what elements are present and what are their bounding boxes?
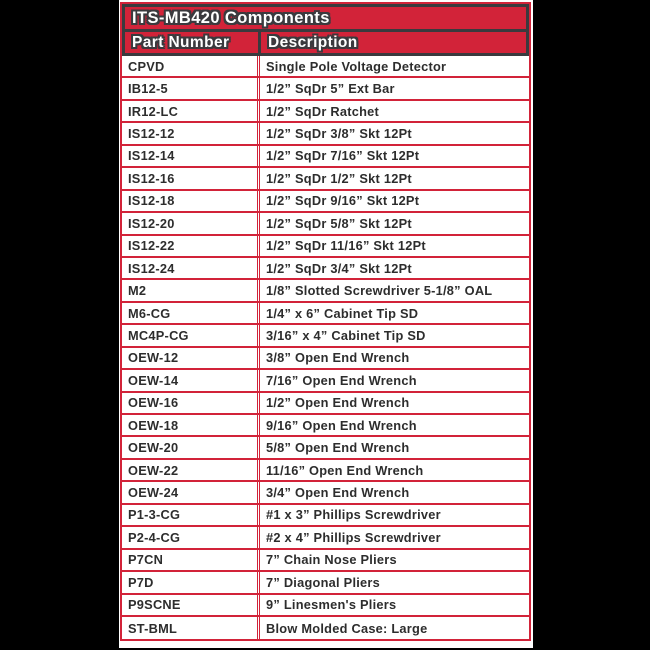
part-number-cell: CPVD [122,56,258,76]
description-cell: Single Pole Voltage Detector [259,56,529,76]
description-cell: 1/2” SqDr 3/8” Skt 12Pt [259,123,529,143]
description-cell: 3/8” Open End Wrench [259,348,529,368]
description-cell: 3/4” Open End Wrench [259,482,529,502]
part-number-cell: IS12-16 [122,168,258,188]
table-row [122,213,529,235]
table-row [122,101,529,123]
table-row [122,595,529,617]
table-rows [122,56,529,639]
part-number-cell: IB12-5 [122,78,258,98]
table-row [122,348,529,370]
part-number-cell: IS12-18 [122,191,258,211]
description-cell: 1/4” x 6” Cabinet Tip SD [259,303,529,323]
part-number-cell: ST-BML [122,617,258,639]
description-cell: 1/2” SqDr 3/4” Skt 12Pt [259,258,529,278]
part-number-cell: OEW-20 [122,437,258,457]
part-number-cell: P2-4-CG [122,527,258,547]
part-number-cell: IS12-24 [122,258,258,278]
description-cell: #1 x 3” Phillips Screwdriver [259,505,529,525]
part-number-cell: P9SCNE [122,595,258,615]
description-cell: 1/8” Slotted Screwdriver 5-1/8” OAL [259,280,529,300]
part-number-cell: OEW-24 [122,482,258,502]
description-cell: 1/2” SqDr Ratchet [259,101,529,121]
column-header-description [261,32,526,53]
description-cell: 9” Linesmen's Pliers [259,595,529,615]
column-header-description-label: Description [268,33,358,51]
part-number-cell: P7CN [122,550,258,570]
part-number-cell: OEW-18 [122,415,258,435]
part-number-cell: IS12-20 [122,213,258,233]
table-row [122,280,529,302]
table-row [122,56,529,78]
table-row [122,236,529,258]
table-row [122,258,529,280]
part-number-cell: OEW-22 [122,460,258,480]
part-number-cell: OEW-12 [122,348,258,368]
table-row [122,123,529,145]
table-row [122,191,529,213]
table-row [122,482,529,504]
part-number-cell: OEW-14 [122,370,258,390]
table-header-row [122,32,529,56]
description-cell: 1/2” SqDr 9/16” Skt 12Pt [259,191,529,211]
table-row [122,505,529,527]
description-cell: #2 x 4” Phillips Screwdriver [259,527,529,547]
table-row [122,437,529,459]
table-row [122,617,529,639]
table-row [122,393,529,415]
part-number-cell: M6-CG [122,303,258,323]
part-number-cell: IS12-12 [122,123,258,143]
part-number-cell: M2 [122,280,258,300]
table-row [122,460,529,482]
table-title: ITS-MB420 Components [132,8,330,27]
description-cell: 11/16” Open End Wrench [259,460,529,480]
part-number-cell: IR12-LC [122,101,258,121]
description-cell: 7” Diagonal Pliers [259,572,529,592]
table-row [122,572,529,594]
description-cell: 1/2” SqDr 1/2” Skt 12Pt [259,168,529,188]
table-row [122,303,529,325]
description-cell: 9/16” Open End Wrench [259,415,529,435]
table-row [122,370,529,392]
description-cell: 1/2” SqDr 11/16” Skt 12Pt [259,236,529,256]
column-header-part-number-label: Part Number [132,33,230,51]
part-number-cell: MC4P-CG [122,325,258,345]
table-row [122,78,529,100]
table-title-bar [122,4,529,32]
description-cell: 1/2” SqDr 5/8” Skt 12Pt [259,213,529,233]
description-cell: 1/2” SqDr 7/16” Skt 12Pt [259,146,529,166]
table-row [122,415,529,437]
table-row [122,168,529,190]
part-number-cell: P1-3-CG [122,505,258,525]
table-row [122,527,529,549]
part-number-cell: IS12-22 [122,236,258,256]
table-row [122,146,529,168]
table-row [122,550,529,572]
part-number-cell: IS12-14 [122,146,258,166]
table-row [122,325,529,347]
description-cell: 1/2” SqDr 5” Ext Bar [259,78,529,98]
column-header-part-number [125,32,261,53]
components-table [120,2,531,641]
part-number-cell: P7D [122,572,258,592]
description-cell: Blow Molded Case: Large [259,617,529,639]
description-cell: 7/16” Open End Wrench [259,370,529,390]
part-number-cell: OEW-16 [122,393,258,413]
description-cell: 7” Chain Nose Pliers [259,550,529,570]
description-cell: 3/16” x 4” Cabinet Tip SD [259,325,529,345]
description-cell: 5/8” Open End Wrench [259,437,529,457]
description-cell: 1/2” Open End Wrench [259,393,529,413]
